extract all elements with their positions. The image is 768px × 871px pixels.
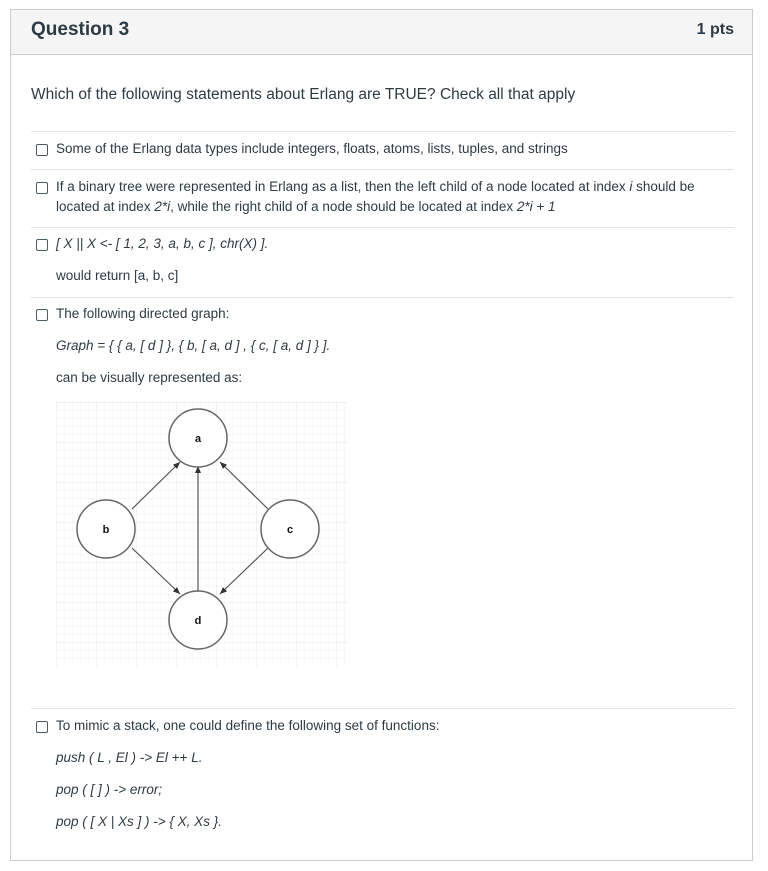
question-header [11,10,752,55]
option-divider [31,131,734,132]
graph-node-d-label: d [194,615,202,627]
graph-node-c-label: c [286,524,294,536]
question-prompt: Which of the following statements about Erlang are TRUE? Check all that apply [31,86,576,103]
option-2-checkbox[interactable] [36,182,48,194]
option-divider [31,169,734,170]
option-2-label-line2 [56,197,555,217]
option-5-code-pop-empty: pop ( [ ] ) -> error; [56,782,163,797]
option-3-result: would return [a, b, c] [56,268,179,283]
option-5-checkbox[interactable] [36,721,48,733]
option-1-label: Some of the Erlang data types include integers, floats, atoms, lists, tuples, and strings [56,141,568,156]
question-card [10,9,753,861]
graph-node-a-label: a [194,433,202,445]
option-2-expr-right: 2*i + 1 [516,199,556,214]
option-divider [31,297,734,298]
option-2-text: located at index [56,199,155,214]
graph-node-b-label: b [102,524,110,536]
option-2-text: , while the right child of a node should be located at index [170,199,517,214]
option-5-code-push: push ( L , El ) -> El ++ L. [56,750,203,765]
option-4-code: Graph = { { a, [ d ] }, { b, [ a, d ] , { c, [ a, d ] } ]. [56,338,331,353]
option-divider [31,708,734,709]
option-2-text: should be [632,179,695,194]
option-divider [31,227,734,228]
question-title: Question 3 [31,19,130,40]
option-4-caption: can be visually represented as: [56,370,243,385]
option-5-code-pop-list: pop ( [ X | Xs ] ) -> { X, Xs }. [56,814,222,829]
option-4-label: The following directed graph: [56,306,230,321]
option-5-label: To mimic a stack, one could define the following set of functions: [56,718,440,733]
option-3-checkbox[interactable] [36,239,48,251]
option-1-checkbox[interactable] [36,144,48,156]
option-2-text: If a binary tree were represented in Erlang as a list, then the left child of a node located at index [56,179,630,194]
option-4-checkbox[interactable] [36,309,48,321]
option-2-label-line1 [56,177,695,197]
option-3-code: [ X || X <- [ 1, 2, 3, a, b, c ], chr(X) ]. [56,236,269,251]
question-points: 1 pts [696,21,734,38]
option-2-expr-left: 2*i [154,199,171,214]
directed-graph-image [56,402,348,666]
option-2-var-i: i [629,179,633,194]
